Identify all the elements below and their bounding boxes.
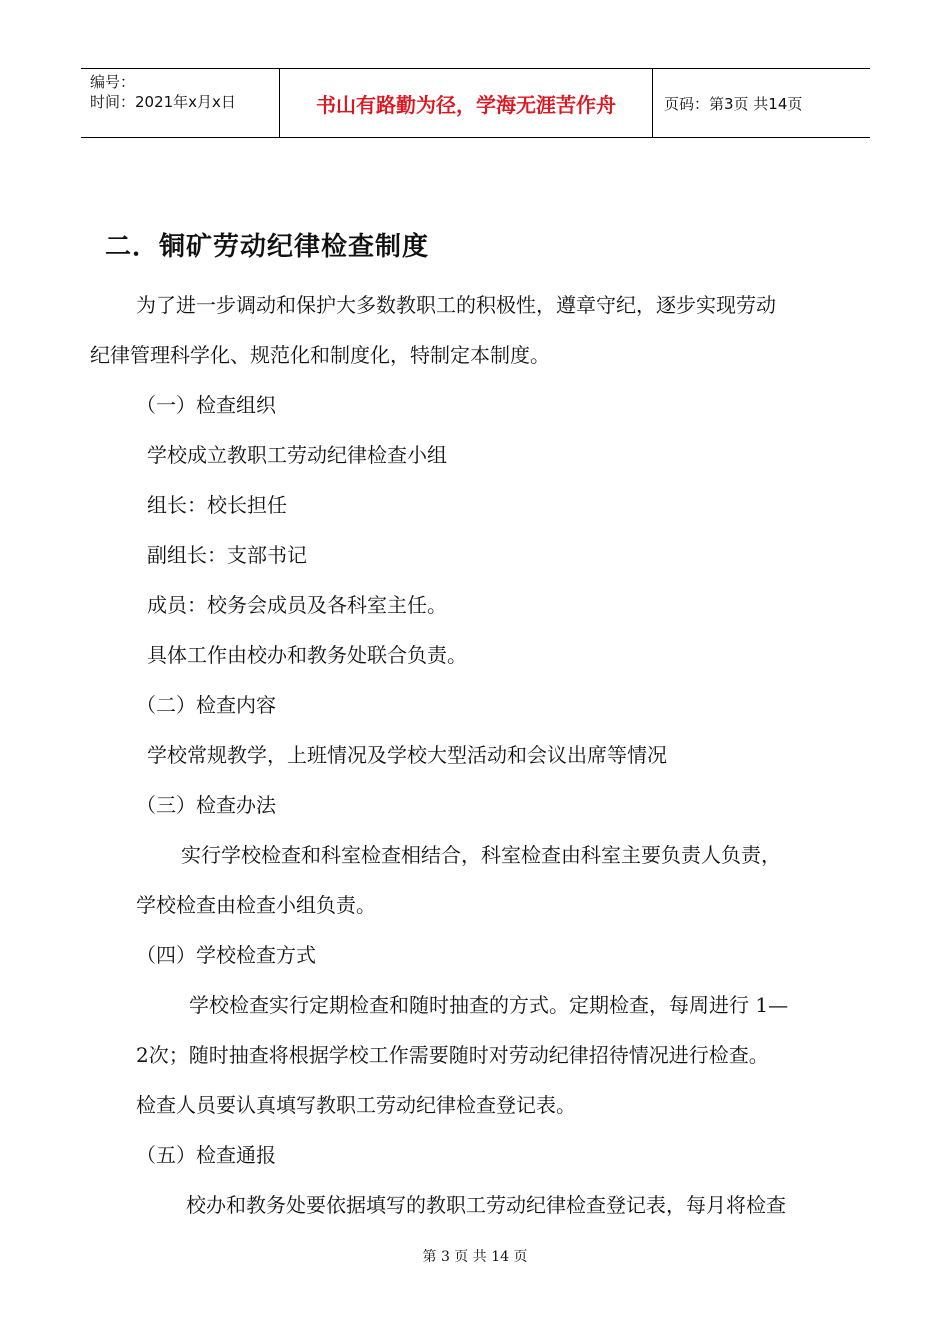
paragraph-line: 副组长：支部书记	[147, 543, 307, 567]
section-heading: （三）检查办法	[136, 793, 276, 817]
time-label: 时间：2021年x月x日	[90, 93, 236, 111]
section-heading: （四）学校检查方式	[136, 943, 316, 967]
paragraph-line: 成员：校务会成员及各科室主任。	[147, 593, 447, 617]
paragraph-line: 为了进一步调动和保护大多数教职工的积极性，遵章守纪，逐步实现劳动	[136, 293, 776, 317]
paragraph-line: 学校检查实行定期检查和随时抽查的方式。定期检查，每周进行 1—	[189, 993, 789, 1017]
header-page-info: 页码：第3页 共14页	[664, 94, 803, 113]
paragraph-line: 2次；随时抽查将根据学校工作需要随时对劳动纪律招待情况进行检查。	[136, 1043, 769, 1067]
paragraph-line: 组长：校长担任	[147, 493, 287, 517]
header-meta	[81, 69, 280, 137]
paragraph-line: 学校常规教学，上班情况及学校大型活动和会议出席等情况	[147, 743, 667, 767]
paragraph-line: 检查人员要认真填写教职工劳动纪律检查登记表。	[136, 1093, 576, 1117]
section-heading: （一）检查组织	[136, 393, 276, 417]
paragraph-line: 实行学校检查和科室检查相结合，科室检查由科室主要负责人负责，	[181, 843, 781, 867]
page-footer: 第 3 页 共 14 页	[422, 1249, 528, 1265]
section-heading: （五）检查通报	[136, 1143, 276, 1167]
header-motto: 书山有路勤为径，学海无涯苦作舟	[280, 69, 653, 137]
paragraph-line: 校办和教务处要依据填写的教职工劳动纪律检查登记表，每月将检查	[186, 1193, 786, 1217]
paragraph-line: 学校检查由检查小组负责。	[136, 893, 376, 917]
paragraph-line: 纪律管理科学化、规范化和制度化，特制定本制度。	[90, 343, 550, 367]
paragraph-line: 学校成立教职工劳动纪律检查小组	[147, 443, 447, 467]
paragraph-line: 具体工作由校办和教务处联合负责。	[147, 643, 467, 667]
number-label: 编号：	[90, 73, 136, 91]
page-header	[81, 68, 870, 138]
section-heading: （二）检查内容	[136, 693, 276, 717]
document-title: 二．铜矿劳动纪律检查制度	[105, 232, 430, 262]
